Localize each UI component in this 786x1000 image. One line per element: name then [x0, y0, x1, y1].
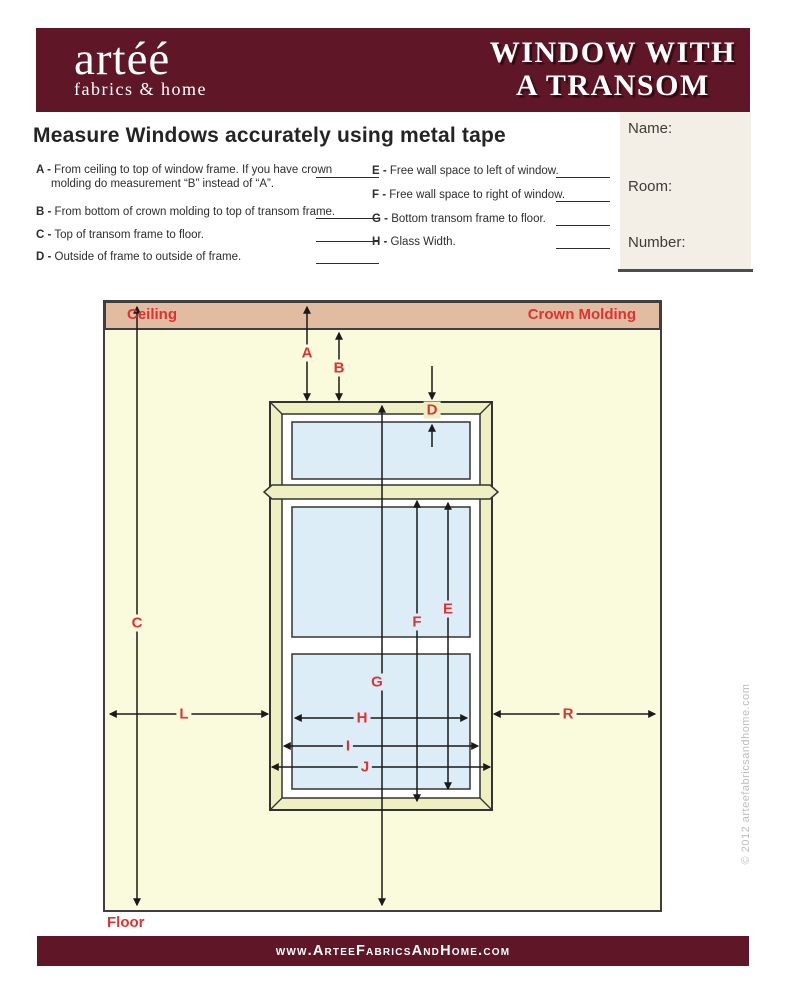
instruction-d — [36, 250, 351, 264]
page-title: Measure Windows accurately using metal tape — [33, 124, 506, 147]
blank-d — [316, 250, 379, 264]
room-label: Room: — [628, 178, 673, 195]
instruction-e-letter: E - — [372, 165, 387, 177]
crown-molding-label: Crown Molding — [527, 306, 636, 323]
logo — [74, 34, 207, 98]
measurement-label-a: A — [299, 345, 316, 362]
instruction-c — [36, 228, 351, 242]
instruction-a-text: From ceiling to top of window frame. If you have crown molding do measurement “B” instead of “A”. — [51, 164, 333, 190]
instruction-h-text: Glass Width. — [390, 236, 456, 248]
instruction-f-letter: F - — [372, 189, 387, 201]
name-label: Name: — [628, 120, 673, 137]
document-title-line1: WINDOW WITH — [489, 36, 736, 69]
measurement-label-i: I — [343, 738, 353, 755]
website-url: www.ArteeFabricsAndHome.com — [275, 943, 511, 959]
floor-label: Floor — [107, 914, 145, 931]
copyright-text: © 2012 arteefabricsandhome.com — [740, 683, 752, 865]
transom-divider — [264, 485, 498, 499]
number-label: Number: — [628, 234, 686, 251]
instruction-g-letter: G - — [372, 213, 388, 225]
blank-a — [316, 164, 379, 178]
ceiling-label: Ceiling — [127, 306, 178, 323]
blank-f — [556, 188, 610, 202]
instruction-g-text: Bottom transom frame to floor. — [391, 213, 546, 225]
transom-glass — [292, 422, 470, 479]
logo-subtitle: fabrics & home — [74, 79, 207, 99]
instruction-f-text: Free wall space to right of window. — [389, 189, 566, 201]
measurement-diagram — [103, 300, 662, 912]
instruction-d-letter: D - — [36, 251, 52, 263]
measurement-label-f: F — [409, 614, 424, 631]
measurement-label-b: B — [331, 360, 348, 377]
instruction-h — [372, 235, 577, 249]
instruction-e — [372, 164, 577, 178]
measurement-label-e: E — [440, 601, 456, 618]
blank-h — [556, 235, 610, 249]
measurement-label-r: R — [560, 706, 577, 723]
measurement-label-c: C — [129, 615, 146, 632]
instruction-a-letter: A - — [36, 164, 51, 176]
diagram-drawing — [105, 302, 660, 910]
measurement-label-d: D — [424, 402, 441, 419]
measurement-label-g: G — [368, 674, 386, 691]
instruction-f — [372, 188, 577, 202]
header-banner — [36, 28, 750, 112]
instruction-g — [372, 212, 577, 226]
logo-wordmark: artéé — [74, 33, 171, 85]
footer-banner — [37, 936, 749, 966]
upper-sash-glass — [292, 507, 470, 637]
document-title-line2: A TRANSOM — [515, 69, 710, 102]
measurement-label-h: H — [354, 710, 371, 727]
info-panel — [620, 112, 751, 269]
blank-g — [556, 212, 610, 226]
panel-divider — [618, 269, 753, 272]
instruction-b — [36, 205, 351, 219]
instruction-a — [36, 163, 343, 191]
measurement-label-l: L — [176, 706, 191, 723]
instruction-e-text: Free wall space to left of window. — [389, 165, 559, 177]
measurement-label-j: J — [358, 759, 372, 776]
instruction-b-text: From bottom of crown molding to top of transom frame. — [54, 206, 336, 218]
document-title — [490, 36, 736, 102]
instruction-b-letter: B - — [36, 206, 52, 218]
instruction-h-letter: H - — [372, 236, 388, 248]
instruction-c-text: Top of transom frame to floor. — [54, 229, 204, 241]
instruction-c-letter: C - — [36, 229, 52, 241]
blank-e — [556, 164, 610, 178]
blank-b — [316, 205, 379, 219]
instruction-d-text: Outside of frame to outside of frame. — [54, 251, 242, 263]
blank-c — [316, 228, 379, 242]
